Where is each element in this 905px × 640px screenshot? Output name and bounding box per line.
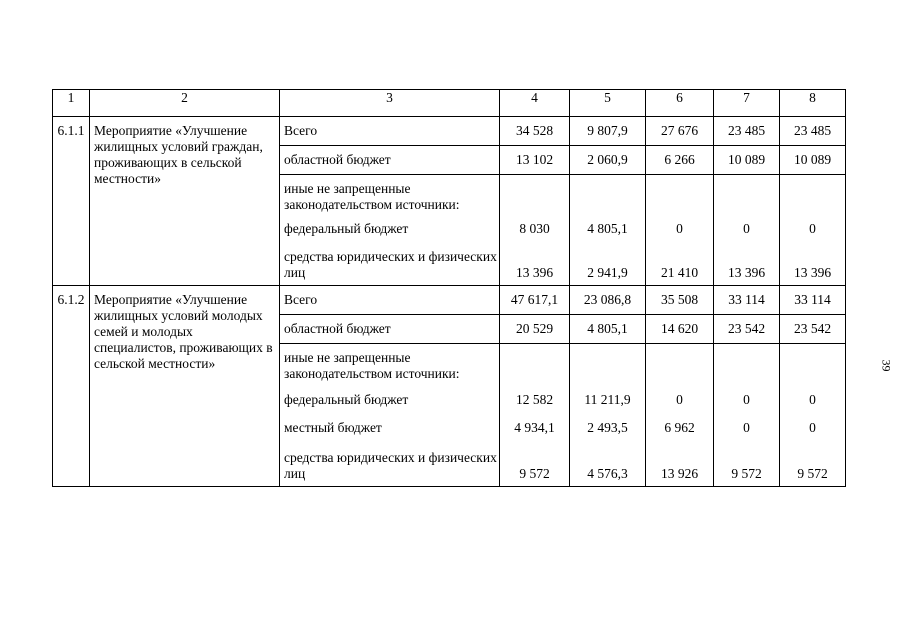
value-cell (714, 344, 780, 387)
budget-table (52, 89, 846, 487)
source-cell: средства юридических и физических лиц (280, 241, 500, 286)
value-cell: 0 (646, 386, 714, 414)
source-cell: областной бюджет (280, 146, 500, 175)
value-cell: 0 (714, 414, 780, 442)
value-cell: 9 572 (780, 442, 846, 487)
header-cell: 5 (570, 90, 646, 117)
value-cell: 9 807,9 (570, 117, 646, 146)
value-cell: 14 620 (646, 315, 714, 344)
source-cell: федеральный бюджет (280, 386, 500, 414)
value-cell: 27 676 (646, 117, 714, 146)
value-cell: 23 485 (780, 117, 846, 146)
header-cell: 2 (90, 90, 280, 117)
value-cell: 2 060,9 (570, 146, 646, 175)
source-cell: Всего (280, 286, 500, 315)
value-cell: 23 485 (714, 117, 780, 146)
value-cell: 4 576,3 (570, 442, 646, 487)
activity-title: Мероприятие «Улучшение жилищных условий граждан, проживающих в сельской местности» (90, 117, 280, 286)
source-cell: областной бюджет (280, 315, 500, 344)
value-cell: 13 396 (780, 241, 846, 286)
value-cell (500, 344, 570, 387)
value-cell: 23 086,8 (570, 286, 646, 315)
header-cell: 1 (53, 90, 90, 117)
source-cell: местный бюджет (280, 414, 500, 442)
value-cell: 0 (780, 414, 846, 442)
value-cell (646, 175, 714, 218)
value-cell: 23 542 (714, 315, 780, 344)
page-number: 39 (879, 359, 894, 372)
header-cell: 3 (280, 90, 500, 117)
table-row (53, 117, 846, 146)
value-cell: 13 396 (500, 241, 570, 286)
value-cell: 0 (714, 386, 780, 414)
value-cell (570, 175, 646, 218)
value-cell: 23 542 (780, 315, 846, 344)
value-cell: 12 582 (500, 386, 570, 414)
row-index: 6.1.1 (53, 117, 90, 286)
value-cell: 10 089 (780, 146, 846, 175)
value-cell: 13 926 (646, 442, 714, 487)
header-row (53, 90, 846, 117)
value-cell: 9 572 (714, 442, 780, 487)
value-cell: 2 493,5 (570, 414, 646, 442)
value-cell (646, 344, 714, 387)
value-cell (570, 344, 646, 387)
value-cell: 4 805,1 (570, 315, 646, 344)
value-cell: 4 805,1 (570, 217, 646, 241)
value-cell: 13 396 (714, 241, 780, 286)
value-cell: 21 410 (646, 241, 714, 286)
activity-title: Мероприятие «Улучшение жилищных условий молодых семей и молодых специалистов, проживающих в сельской местности» (90, 286, 280, 487)
value-cell (714, 175, 780, 218)
source-cell: иные не запрещенные законодательством источники: (280, 344, 500, 387)
value-cell: 6 266 (646, 146, 714, 175)
header-cell: 7 (714, 90, 780, 117)
header-cell: 8 (780, 90, 846, 117)
value-cell: 13 102 (500, 146, 570, 175)
value-cell: 0 (780, 386, 846, 414)
value-cell: 34 528 (500, 117, 570, 146)
value-cell: 8 030 (500, 217, 570, 241)
value-cell: 47 617,1 (500, 286, 570, 315)
value-cell: 4 934,1 (500, 414, 570, 442)
value-cell: 0 (646, 217, 714, 241)
value-cell: 9 572 (500, 442, 570, 487)
value-cell: 11 211,9 (570, 386, 646, 414)
value-cell: 2 941,9 (570, 241, 646, 286)
row-index: 6.1.2 (53, 286, 90, 487)
value-cell: 20 529 (500, 315, 570, 344)
value-cell (780, 175, 846, 218)
value-cell (780, 344, 846, 387)
header-cell: 6 (646, 90, 714, 117)
value-cell: 6 962 (646, 414, 714, 442)
source-cell: федеральный бюджет (280, 217, 500, 241)
header-cell: 4 (500, 90, 570, 117)
source-cell: иные не запрещенные законодательством источники: (280, 175, 500, 218)
table-row (53, 286, 846, 315)
value-cell: 33 114 (780, 286, 846, 315)
source-cell: средства юридических и физических лиц (280, 442, 500, 487)
value-cell: 10 089 (714, 146, 780, 175)
value-cell: 35 508 (646, 286, 714, 315)
source-cell: Всего (280, 117, 500, 146)
value-cell: 33 114 (714, 286, 780, 315)
value-cell (500, 175, 570, 218)
value-cell: 0 (780, 217, 846, 241)
value-cell: 0 (714, 217, 780, 241)
